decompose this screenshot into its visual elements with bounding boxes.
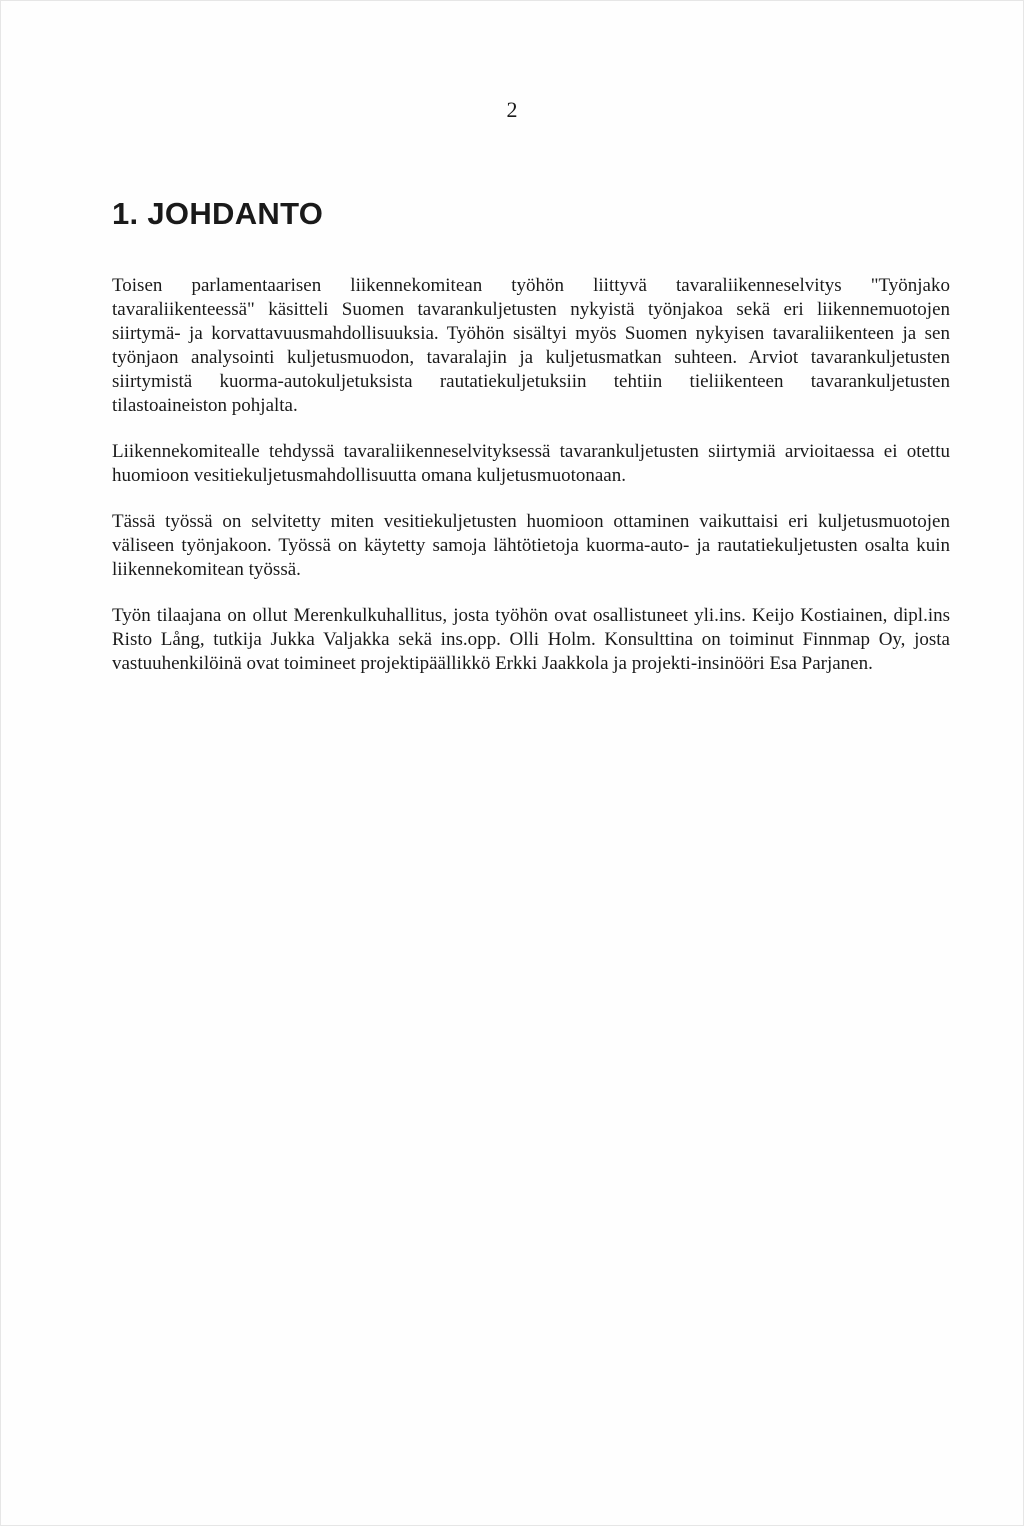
section-heading: 1. JOHDANTO [112,196,324,231]
page-number: 2 [506,97,518,122]
paragraph-1: Toisen parlamentaarisen liikennekomitean työhön liittyvä tavaraliikenneselvitys "Työnjako tavaraliikenteessä" käsitteli Suomen tavarankuljetusten nykyistä työnjakoa sekä eri liikennemuotojen siirtymä- ja korvattavuusmahdollisuuksia. Työhön sisältyi myös Suomen nykyisen tavaraliikenteen ja sen työnjaon analysointi kuljetusmuodon, tavaralajin ja kuljetusmatkan suhteen. Arviot tavarankuljetusten siirtymistä kuorma-autokuljetuksista rautatiekuljetuksiin tehtiin tieliikenteen tavarankuljetusten tilastoaineiston pohjalta. [112,275,950,416]
paragraph-4: Työn tilaajana on ollut Merenkulkuhallitus, josta työhön ovat osallistuneet yli.ins. Keijo Kostiainen, dipl.ins Risto Lång, tutkija Jukka Valjakka sekä ins.opp. Olli Holm. Konsulttina on toiminut Finnmap Oy, josta vastuuhenkilöinä ovat toimineet projektipäällikkö Erkki Jaakkola ja projekti-insinööri Esa Parjanen. [112,605,950,674]
paragraph-3: Tässä työssä on selvitetty miten vesitiekuljetusten huomioon ottaminen vaikuttaisi eri kuljetusmuotojen väliseen työnjakoon. Työssä on käytetty samoja lähtötietoja kuorma-auto- ja rautatiekuljetusten osalta kuin liikennekomitean työssä. [112,511,950,580]
body-text [112,274,950,698]
paragraph-2: Liikennekomitealle tehdyssä tavaraliikenneselvityksessä tavarankuljetusten siirtymiä arvioitaessa ei otettu huomioon vesitiekuljetusmahdollisuutta omana kuljetusmuotonaan. [112,441,950,486]
